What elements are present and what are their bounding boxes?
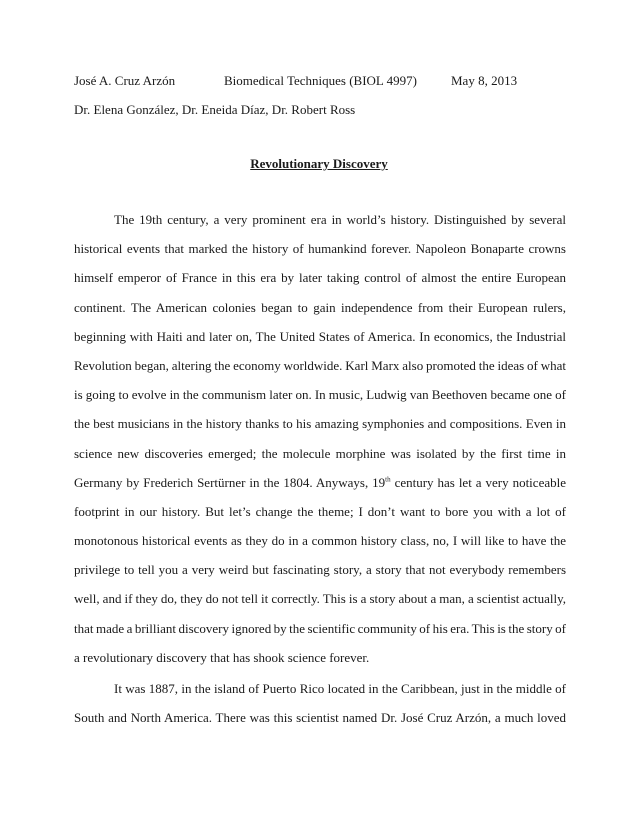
course-name: Biomedical Techniques (BIOL 4997) [224,73,417,88]
professors-line: Dr. Elena González, Dr. Eneida Díaz, Dr. Robert Ross [74,102,356,117]
paragraph-1 [74,205,566,672]
text-line: himself emperor of France in this era by later taking control of almost the entire European [74,270,566,286]
document-date: May 8, 2013 [451,73,518,88]
text-line: beginning with Haiti and later on, The United States of America. In economics, the Industrial [74,328,566,344]
text-line: South and North America. There was this scientist named Dr. José Cruz Arzón, a much loved [74,710,566,726]
text-line: well, and if they do, they do not tell it correctly. This is a story about a man, a scientist actually, [74,591,566,607]
text-line: the best musicians in the history thanks to his amazing symphonies and compositions. Even in [74,416,566,432]
text-line: that made a brilliant discovery ignored by the scientific community of his era. This is the story of [74,620,566,636]
text-segment: century has let a very noticeable [390,474,566,490]
text-line [74,468,566,497]
text-line: historical events that marked the history of humankind forever. Napoleon Bonaparte crowns [74,241,566,257]
author-name: José A. Cruz Arzón [74,73,176,88]
document-title: Revolutionary Discovery [250,156,388,171]
text-segment: Germany by Frederich Sertürner in the 1804. Anyways, 19 [74,474,386,490]
text-line: footprint in our history. But let’s change the theme; I don’t want to bore you with a lot of [74,503,566,519]
text-line: The 19th century, a very prominent era in world’s history. Distinguished by several [114,212,566,227]
text-line: is going to evolve in the communism later on. In music, Ludwig van Beethoven became one of [74,387,566,403]
text-line: a revolutionary discovery that has shook science forever. [74,649,370,665]
text-line: science new discoveries emerged; the molecule morphine was isolated by the first time in [74,445,566,461]
text-line: Revolution began, altering the economy worldwide. Karl Marx also promoted the ideas of what [74,357,566,373]
text-line: monotonous historical events as they do in a common history class, no, I will like to have the [74,533,566,549]
text-line: continent. The American colonies began to gain independence from their European rulers, [74,299,566,315]
text-line: privilege to tell you a very weird but fascinating story, a story that not everybody remembers [74,562,566,578]
text-line: It was 1887, in the island of Puerto Rico located in the Caribbean, just in the middle of [114,681,566,696]
ordinal-superscript: th [385,475,391,484]
paragraph-2 [74,674,566,732]
